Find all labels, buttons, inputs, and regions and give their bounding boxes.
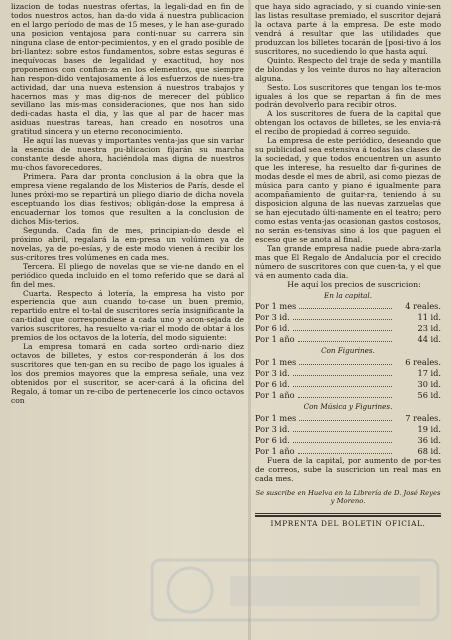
price-row (255, 379, 441, 390)
price-value: 68 id. (417, 446, 441, 457)
price-section-heading: Con Música y Figurines. (303, 402, 393, 412)
column-gutter (248, 0, 251, 640)
price-value: 6 reales. (405, 357, 441, 368)
paragraph-postage-surcharge: Fuera de la capital, por aumento de por-tes de correos, sube la suscricion un real mas en cada mes. (255, 456, 441, 484)
price-period: Por 3 id. (255, 312, 290, 323)
price-period: Por 3 id. (255, 368, 290, 379)
price-row (255, 424, 441, 435)
price-period: Por 1 año (255, 446, 295, 457)
price-value: 11 id. (417, 312, 441, 323)
rule-divider-thick (255, 515, 441, 517)
subscription-location-note: Se suscribe en Huelva en la Librería de D. José Reyes y Moreno. (255, 489, 441, 506)
price-value: 19 id. (417, 424, 441, 435)
paragraph-lottery-terms: La empresa tomará en cada sorteo ordi-nario diez octavos de billetes, y estos cor-responderán á los dos suscritores que ten-gan en su recibo de pago los iguales á los dos premios mayores que la empresa señale, una vez obtenidos por el suscritor, se acer-cará á la oficina del Regalo, á tomar un re-cibo de pertenecerle los cinco octavos con (11, 342, 244, 405)
price-value: 4 reales. (405, 301, 441, 312)
price-value: 7 reales. (405, 413, 441, 424)
price-value: 44 id. (417, 334, 441, 345)
price-value: 30 id. (417, 379, 441, 390)
leader-dots (299, 420, 392, 421)
paragraph-regalo-andalucia: Tan grande empresa nadie puede abra-zarla mas que El Regalo de Andalucía por el crecido número de suscritores con que cuen-ta, y el que vá en aumento cada dia. (255, 243, 441, 280)
leader-dots (293, 442, 392, 443)
rule-divider (255, 513, 441, 514)
price-value: 36 id. (417, 435, 441, 446)
price-value: 17 id. (417, 368, 441, 379)
paragraph-lottery-continued: que haya sido agraciado, y si cuando vinie-sen las listas resultase premiado, el suscritor dejará la octava parte á la empresa. De este modo vendrá á resultar que las utilidades que produzcan los billetes tocarán de [posi-tivo á los suscritores, no sucediendo lo que hasta aquí. (255, 3, 441, 56)
price-row (255, 334, 441, 345)
leader-dots (293, 319, 392, 320)
price-row (255, 435, 441, 446)
price-row (255, 301, 441, 312)
paragraph-fashion-music: La empresa de este periódico, deseando que su publicidad sea estensiva á todas las clases de la sociedad, y que todos encuentren un asunto que les interese, ha resuelto dar fi-gurines de modas desde el mes de abril, asi como piezas de música para canto y piano é igualmente para acompañamiento de guitar-ra, teniendo á su disposicion alguna de las nuevas zarzuelas que se han ejecutado últi-namente en el teatro; pero como estas venta-jas ocasionan gastos costosos, no serán es-tensivas sino á los que paguen el esceso que se anota al final. (255, 136, 441, 244)
paragraph-new-advantages: He aquí las nuevas y importantes venta-jas que sin variar la esencia de nuestra pu-blicacion fijarán su marcha constante desde ahora, haciéndola mas digna de nuestros mu-chos favorecedores. (11, 136, 244, 173)
price-value: 23 id. (417, 323, 441, 334)
leader-dots (293, 386, 392, 387)
leader-dots (293, 375, 392, 376)
price-period: Por 1 mes (255, 413, 297, 424)
leader-dots (293, 330, 392, 331)
paragraph-segunda: Segunda. Cada fin de mes, principian-do desde el próximo abril, regalará la em-presa un volúmen ya de novelas, ya de po-esías, y de este modo vienen á recibir los sus-critores tres volúmenes en cada mes. (11, 225, 244, 262)
paragraph-cuarta: Cuarta. Respecto á lotería, la empresa ha visto por esperiencia que aun cuando to-case un buen premio, repartido entre el to-tal de suscritores sería insignificante la can-tidad que correspondiese a cada uno y acon-sejada de varios suscritores, ha resuelto va-riar el modo de obtar á los premios de los octavos de la lotería, del modo siguiente: (11, 288, 244, 343)
price-period: Por 6 id. (255, 435, 290, 446)
paragraph-intro: lizacion de todas nuestras ofertas, la legali-dad en fin de todos nuestros actos, han da-do vida á nuestra publicacion en el largo período de mas de 15 meses, y le han ase-gurado una posicion ventajosa para conti-nuar su carrera sin ninguna clase de entor-pecimientos, y en el grado posible de bri-llantez: sobre estos fundamentos, sobre estas seguras é inequívocas bases de legalidad y exactitud, hoy nos proponemos con confian-za en los elementos, que siempre han respon-dido ventajosamente á los esfuerzos de nues-tra actividad, dar una nueva estension á nuestros trabajos y hacernos mas y mas dig-nos de merecer del público sevillano las mis-mas consideraciones, que nos han sido dedi-cadas hasta el dia, y las que al par de hacer mas asiduas nuestras tareas, han creado en nosotros una gratitud sincera y un eterno reconocimiento. (11, 3, 244, 137)
leader-dots (298, 453, 392, 454)
press-imprint: IMPRENTA DEL BOLETIN OFICIAL. (270, 519, 426, 529)
price-row (255, 413, 441, 424)
price-row (255, 323, 441, 334)
price-row (255, 368, 441, 379)
paragraph-tercera: Tercera. El pliego de novelas que se vie-ne dando en el periódico queda incluido en el tomo referido que se dará al fin del mes. (11, 261, 244, 289)
paragraph-primera: Primera. Para dar pronta conclusion á la obra que la empresa viene regalando de los Misterios de París, desde el lunes próxi-mo se repartirá un pliego diario de dicha novela esceptuando los dias festivos; obligán-dose la empresa á encuadernar los tomos que resulten a la conclusion de dichos Mis-terios. (11, 172, 244, 226)
price-period: Por 1 mes (255, 301, 297, 312)
price-section-heading: Con Figurines. (321, 346, 375, 356)
price-section-figurines (255, 347, 441, 401)
price-section-heading: En la capital. (324, 290, 372, 300)
price-period: Por 1 año (255, 390, 295, 401)
paragraph-outside-capital: A los suscritores de fuera de la capital que obtengan los octavos de billetes, se les envia-rá el recibo de propiedad á correo seguido. (255, 109, 441, 137)
left-column (11, 3, 244, 637)
paragraph-quinto: Quinto. Respecto del traje de seda y mantilla de blondas y los veinte duros no hay alteracion alguna. (255, 55, 441, 83)
price-period: Por 1 mes (255, 357, 297, 368)
price-row (255, 357, 441, 368)
leader-dots (299, 364, 392, 365)
price-value: 56 id. (417, 390, 441, 401)
right-column (255, 3, 441, 637)
price-section-capital (255, 292, 441, 346)
paragraph-sesto: Sesto. Los suscritores que tengan los te-mos iguales á los que se repartan á fin de mes podrán devolverlo para recibir otros. (255, 82, 441, 110)
price-period: Por 1 año (255, 334, 295, 345)
price-row (255, 312, 441, 323)
price-period: Por 6 id. (255, 323, 290, 334)
leader-dots (298, 397, 392, 398)
leader-dots (293, 431, 392, 432)
price-period: Por 3 id. (255, 424, 290, 435)
price-section-music-figurines (255, 403, 441, 457)
price-period: Por 6 id. (255, 379, 290, 390)
leader-dots (299, 308, 392, 309)
price-table-title: He aquí los precios de suscricion: (287, 279, 421, 289)
price-row (255, 390, 441, 401)
leader-dots (298, 341, 392, 342)
